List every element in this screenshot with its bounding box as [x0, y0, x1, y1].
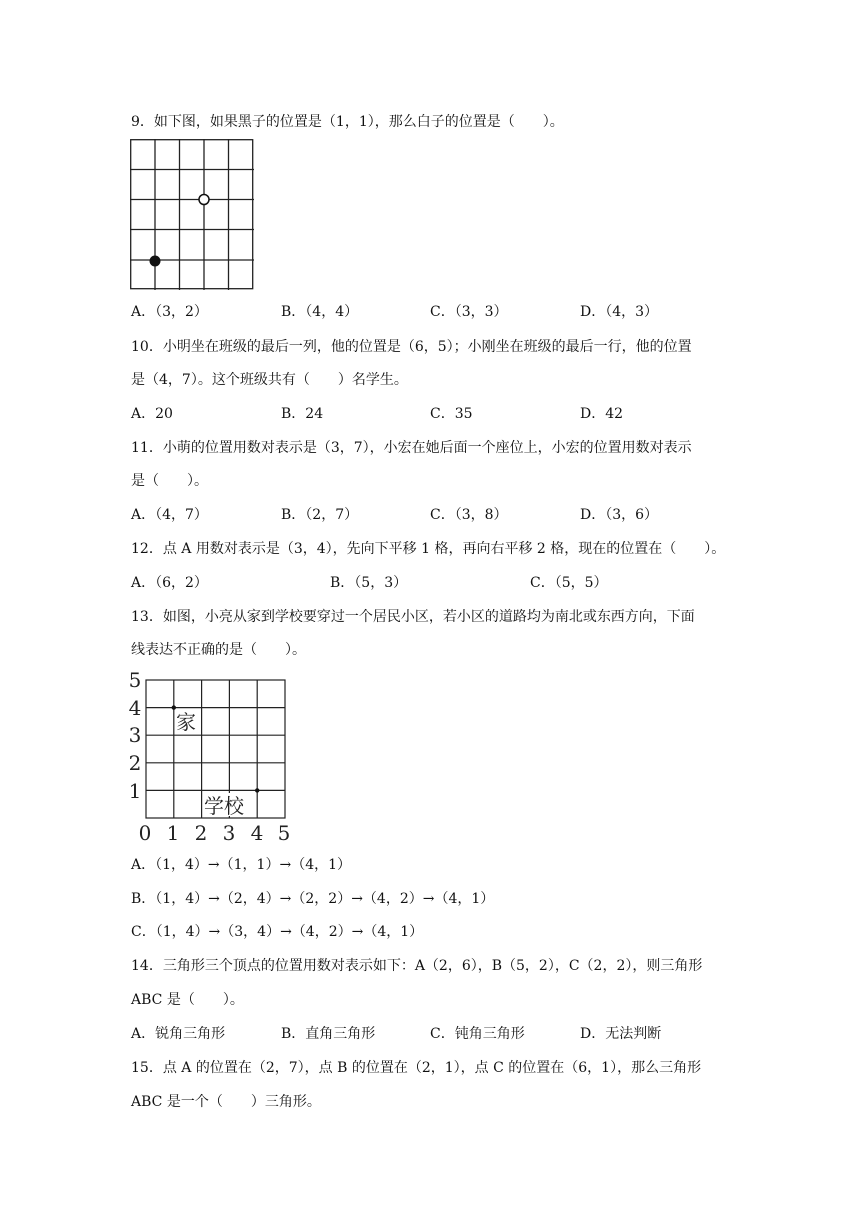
- y-tick-5: 5: [128, 670, 142, 692]
- q13-stem-line1: 13．如图，小亮从家到学校要穿过一个居民小区，若小区的道路均为南北或东西方向，下面: [131, 609, 695, 625]
- school-point: [255, 788, 259, 792]
- q14-option-d[interactable]: D．无法判断: [580, 1026, 662, 1042]
- x-tick-2: 2: [194, 821, 208, 845]
- q12-option-c[interactable]: C．（5，5）: [530, 575, 608, 591]
- q11-stem-line1: 11．小萌的位置用数对表示是（3，7），小宏在她后面一个座位上，小宏的位置用数对表示: [131, 440, 692, 456]
- q13-option-c[interactable]: C．（1，4）→（3，4）→（4，2）→（4，1）: [131, 924, 424, 940]
- x-tick-0: 0: [138, 821, 152, 845]
- q11-stem-line2: 是（ ）。: [131, 473, 208, 489]
- q11-option-c[interactable]: C．（3，8）: [430, 507, 508, 523]
- x-tick-4: 4: [250, 821, 264, 845]
- q10-stem-line1: 10．小明坐在班级的最后一列，他的位置是（6，5）；小刚坐在班级的最后一行，他的位置: [131, 339, 692, 355]
- home-label: 家: [176, 710, 196, 734]
- q10-stem-line2: 是（4，7）。这个班级共有（ ）名学生。: [131, 372, 408, 388]
- x-tick-1: 1: [166, 821, 180, 845]
- q12-option-a[interactable]: A．（6，2）: [131, 575, 208, 591]
- q15-stem-line2: ABC 是一个（ ）三角形。: [131, 1094, 321, 1110]
- q13-stem-line2: 线表达不正确的是（ ）。: [131, 642, 306, 658]
- black-stone: [150, 256, 161, 267]
- q12-stem: 12．点 A 用数对表示是（3，4），先向下平移 1 格，再向右平移 2 格，现在的位置在（ ）。: [131, 541, 726, 557]
- white-stone: [199, 195, 209, 205]
- q11-option-d[interactable]: D．（3，6）: [580, 507, 659, 523]
- q13-option-a[interactable]: A．（1，4）→（1，1）→（4，1）: [131, 857, 352, 873]
- q10-option-b[interactable]: B．24: [281, 406, 324, 422]
- y-tick-1: 1: [128, 779, 142, 803]
- q10-option-a[interactable]: A．20: [131, 406, 173, 422]
- y-tick-4: 4: [128, 696, 142, 720]
- q9-go-board: [130, 139, 254, 290]
- y-tick-3: 3: [128, 723, 142, 747]
- y-tick-2: 2: [128, 751, 142, 775]
- q10-option-c[interactable]: C．35: [430, 406, 473, 422]
- q14-stem-line2: ABC 是（ ）。: [131, 992, 244, 1008]
- q14-option-b[interactable]: B．直角三角形: [281, 1026, 376, 1042]
- q15-stem-line1: 15．点 A 的位置在（2，7），点 B 的位置在（2，1），点 C 的位置在（6，1），那么三角形: [131, 1060, 702, 1076]
- q10-option-d[interactable]: D．42: [580, 406, 624, 422]
- school-label: 学校: [204, 794, 244, 818]
- q9-option-c[interactable]: C．（3，3）: [430, 304, 508, 320]
- q11-option-b[interactable]: B．（2，7）: [281, 507, 359, 523]
- q14-option-a[interactable]: A．锐角三角形: [131, 1026, 226, 1042]
- q9-option-a[interactable]: A．（3，2）: [131, 304, 208, 320]
- q9-option-d[interactable]: D．（4，3）: [580, 304, 659, 320]
- q14-option-c[interactable]: C．钝角三角形: [430, 1026, 525, 1042]
- q14-stem-line1: 14．三角形三个顶点的位置用数对表示如下：A（2，6），B（5，2），C（2，2），则三角形: [131, 958, 703, 974]
- q11-option-a[interactable]: A．（4，7）: [131, 507, 208, 523]
- x-tick-5: 5: [277, 821, 291, 845]
- q13-map: [126, 670, 292, 846]
- q12-option-b[interactable]: B．（5，3）: [330, 575, 408, 591]
- q13-option-b[interactable]: B．（1，4）→（2，4）→（2，2）→（4，2）→（4，1）: [131, 891, 495, 907]
- q9-option-b[interactable]: B．（4，4）: [281, 304, 359, 320]
- q9-stem: 9．如下图，如果黑子的位置是（1，1），那么白子的位置是（ ）。: [131, 114, 564, 130]
- x-tick-3: 3: [222, 821, 236, 845]
